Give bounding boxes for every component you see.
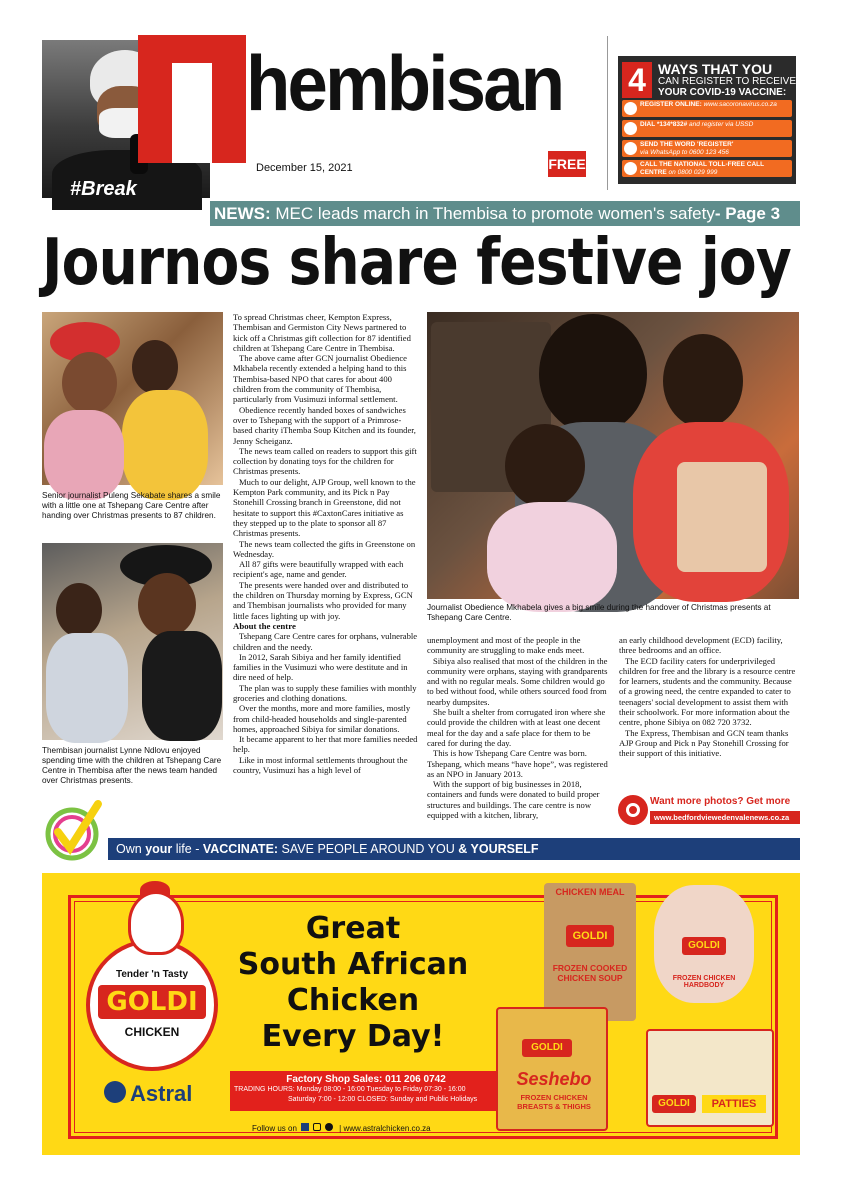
- covid-option-ussd[interactable]: [622, 120, 792, 137]
- article-paragraph: The ECD facility caters for underprivileged children for free and the library is a resource centre for learners, students and the community. Because of a growing need, the centre expanded to cater to teenagers' social development to assist them with their schoolwork. For more information about the centre, phone Sibiya on 082 720 3732.: [619, 655, 796, 728]
- article-paragraph: Much to our delight, AJP Group, well known to the Kempton Park community, and its Pick n Pay Stonehill Crossing branch in Greenstone, did not hesitate to support this #CaxtonCares initiative as they stepped up to the plate to sponsor all 87 Christmas presents.: [233, 476, 416, 539]
- caption-photo-2: Thembisan journalist Lynne Ndlovu enjoyed spending time with the children at Tshepang Care Centre in Thembisa after the news team handed over Christmas presents.: [42, 746, 222, 785]
- covid-option-whatsapp[interactable]: [622, 140, 792, 157]
- grey-shirt-shape: [46, 633, 128, 743]
- call-centre-icon: [624, 162, 637, 175]
- product-label: FROZEN CHICKEN HARDBODY: [672, 975, 736, 989]
- covid-subheading-2: YOUR COVID-19 VACCINE:: [658, 87, 787, 98]
- pink-top-shape: [44, 410, 124, 500]
- child-face-shape: [132, 340, 178, 394]
- article-paragraph: It became apparent to her that more families needed help.: [233, 734, 418, 755]
- article-paragraph: The Express, Thembisan and GCN team thanks AJP Group and Pick n Pay Stonehill Crossing for their support of this initiative.: [619, 727, 789, 759]
- product-brand: GOLDI: [522, 1039, 572, 1057]
- masthead-title[interactable]: hembisan: [246, 39, 563, 127]
- vaccinate-text-4: VACCINATE:: [202, 842, 279, 856]
- gift-box-shape: [677, 462, 767, 572]
- product-label: FROZEN CHICKEN BREASTS & THIGHS: [517, 1093, 591, 1111]
- badge-tagline: Tender 'n Tasty: [115, 969, 189, 980]
- masthead-divider: [607, 36, 608, 190]
- vaccinate-text-6: & YOURSELF: [458, 842, 539, 856]
- instagram-icon[interactable]: [313, 1123, 321, 1131]
- article-paragraph: Sibiya also realised that most of the children in the community were orphans, staying with grandparents and with no regular meals. Some children would go to bed without food, while others sourced food from nearby dumpsites.: [427, 655, 608, 707]
- news-prefix: NEWS:: [214, 204, 271, 223]
- article-subhead: About the centre: [233, 620, 296, 631]
- article-paragraph: Tshepang Care Centre cares for orphans, vulnerable children and the needy.: [233, 631, 418, 652]
- slogan-line: Chicken: [286, 983, 420, 1018]
- article-paragraph: She built a shelter from corrugated iron where she could provide the children with at least one decent meal for the day and a safe place for them to be cared for during the day.: [427, 707, 606, 748]
- covid-option-label: REGISTER ONLINE:: [640, 101, 702, 108]
- covid-option-label: CALL THE NATIONAL TOLL-FREE CALL CENTRE: [640, 161, 764, 176]
- camera-lens-shape: [626, 803, 640, 817]
- goldi-advert[interactable]: [42, 873, 800, 1155]
- face-shape: [138, 573, 196, 637]
- man-face-shape: [539, 314, 647, 434]
- factory-shop-info: [230, 1071, 502, 1111]
- article-paragraph: With the support of big businesses in 2018, containers and funds were donated to build proper structures and buildings. The care centre is now equipped with a kitchen, library,: [427, 779, 600, 821]
- product-label: CHICKEN MEAL: [555, 887, 625, 897]
- covid-number: 4: [622, 62, 652, 98]
- twitter-icon[interactable]: [325, 1123, 333, 1131]
- advert-follow-line: Follow us on | www.astralchicken.co.za: [252, 1124, 431, 1133]
- article-paragraph: The news team collected the gifts in Greenstone on Wednesday.: [233, 538, 416, 559]
- covid-option-callcentre[interactable]: [622, 160, 792, 177]
- badge-chicken: CHICKEN: [124, 1025, 180, 1039]
- badge-brand: GOLDI: [98, 985, 206, 1019]
- vaccinate-checkmark-icon: [42, 798, 106, 862]
- news-teaser-bar[interactable]: [210, 201, 800, 226]
- article-paragraph: The presents were handed over and distributed to the children on Thursday morning by Express, GCN and Thembisan journalists who provided for many little faces lighting up with joy.: [233, 579, 413, 621]
- astral-logo-icon: [104, 1081, 126, 1103]
- advert-slogan: [228, 911, 478, 1055]
- yellow-shirt-shape: [122, 390, 208, 500]
- article-paragraph: This is how Tshepang Care Centre was born. Tshepang, which means “have hope”, was registered as an NPO in January 2013.: [427, 748, 608, 779]
- face-shape: [62, 352, 117, 414]
- news-teaser-text: MEC leads march in Thembisa to promote women's safety: [270, 204, 715, 223]
- article-column-1: [233, 312, 419, 804]
- facebook-icon[interactable]: [301, 1123, 309, 1131]
- covid-subheading: CAN REGISTER TO RECEIVE: [658, 76, 796, 87]
- product-brand: GOLDI: [652, 1095, 696, 1113]
- slogan-line: South African: [237, 947, 469, 982]
- product-soup-pack: [544, 883, 636, 1021]
- product-name: PATTIES: [702, 1095, 766, 1113]
- product-label: FROZEN COOKED CHICKEN SOUP: [552, 963, 628, 983]
- article-column-3: [619, 635, 799, 790]
- article-paragraph: Over the months, more and more families, mostly from child-headed households and single-parented homes, approached Sibiya for similar donations.: [233, 703, 411, 734]
- main-headline: Journos share festive joy: [42, 226, 791, 300]
- caption-photo-1: Senior journalist Puleng Sekabate shares a smile with a little one at Tshepang Care Centre after handing over Christmas presents to 87 children.: [42, 491, 221, 520]
- article-column-2: [427, 635, 609, 821]
- black-dress-shape: [142, 631, 222, 741]
- trading-hours-weekday: TRADING HOURS: Monday 08:00 - 16:00 Tuesday to Friday 07:30 - 16:00: [234, 1086, 466, 1093]
- vaccinate-text-1: Own: [116, 842, 146, 856]
- child-face-shape: [56, 583, 102, 637]
- covid-option-online[interactable]: [622, 100, 792, 117]
- photo-puleng-sekabate: [42, 312, 223, 485]
- slogan-line: Great: [305, 911, 401, 946]
- article-paragraph: To spread Christmas cheer, Kempton Express, Thembisan and Germiston City News partnered to kick off a Christmas gift collection for 87 identified children at Tshepang Care Centre in Thembisa.: [233, 312, 411, 353]
- article-paragraph: Obedience recently handed boxes of sandwiches over to Tshepang with the support of a Primrose-based charity iThemba Soup Kitchen and its founder, Jenny Scheiganz.: [233, 404, 416, 446]
- article-paragraph: The news team called on readers to support this gift collection by donating toys for the children for Christmas presents.: [233, 445, 417, 477]
- covid-option-detail: via WhatsApp to 0600 123 456: [640, 148, 729, 156]
- product-brand: GOLDI: [682, 937, 726, 955]
- free-badge: FREE: [548, 151, 586, 177]
- covid-option-detail: and register via USSD: [689, 121, 754, 128]
- vaccinate-text-5: SAVE PEOPLE AROUND YOU: [278, 842, 459, 856]
- product-whole-chicken: [654, 885, 754, 1003]
- photo-obedience-mkhabela: [427, 312, 799, 599]
- logo-t-stem: [172, 63, 212, 163]
- rooster-icon: [128, 891, 184, 955]
- masthead-photo-text: #Break: [70, 178, 137, 200]
- covid-option-detail: www.sacoronavirus.co.za: [703, 101, 777, 108]
- camera-icon[interactable]: [618, 795, 648, 825]
- astral-logo-text: Astral: [130, 1081, 193, 1106]
- photo-lynne-ndlovu: [42, 543, 223, 740]
- more-photos-title: Want more photos? Get more: [650, 796, 791, 807]
- covid-heading: WAYS THAT YOU: [658, 61, 773, 77]
- whatsapp-icon: [624, 142, 637, 155]
- vaccinate-text-2: your: [145, 842, 173, 856]
- covid-option-detail: on 0800 029 999: [668, 168, 718, 176]
- child-face-shape: [505, 424, 585, 508]
- product-brand: GOLDI: [566, 925, 614, 947]
- article-paragraph: In 2012, Sarah Sibiya and her family identified families in the Vusimuzi who were destitute and in dire need of help.: [233, 651, 408, 683]
- vaccinate-text-3: life -: [172, 842, 203, 856]
- advert-website[interactable]: www.astralchicken.co.za: [343, 1124, 431, 1133]
- vaccinate-banner: [108, 838, 800, 860]
- globe-icon: [624, 102, 637, 115]
- article-paragraph: an early childhood development (ECD) facility, three bedrooms and an office.: [619, 635, 783, 656]
- covid-vaccine-box: [618, 56, 796, 184]
- pink-shirt-shape: [487, 502, 617, 612]
- factory-shop-phone: Factory Shop Sales: 011 206 0742: [286, 1074, 446, 1085]
- article-paragraph: All 87 gifts were beautifully wrapped with each recipient's age, name and gender.: [233, 559, 404, 580]
- article-paragraph: unemployment and most of the people in the community are struggling to make ends meet.: [427, 635, 585, 656]
- more-photos-link[interactable]: www.bedfordviewedenvalenews.co.za: [650, 811, 800, 824]
- goldi-logo-badge: [86, 939, 218, 1071]
- caption-photo-3: Journalist Obedience Mkhabela gives a big smile during the handover of Christmas presents at Tshepang Care Centre.: [427, 603, 771, 622]
- news-page-ref: - Page 3: [714, 204, 781, 223]
- covid-option-label: DIAL *134*832#: [640, 121, 688, 128]
- masthead-logo-t: [138, 35, 246, 163]
- product-seshebo-pack: [496, 1007, 608, 1131]
- issue-date: December 15, 2021: [256, 162, 353, 174]
- product-patties-box: [646, 1029, 774, 1127]
- article-paragraph: The plan was to supply these families with monthly groceries and clothing donations.: [233, 682, 417, 703]
- article-paragraph: Like in most informal settlements throughout the country, Vusimuzi has a high level of: [233, 754, 408, 776]
- product-name: Seshebo: [516, 1069, 592, 1089]
- article-paragraph: The above came after GCN journalist Obedience Mkhabela recently extended a helping hand to this Thembisa-based NPO that cares for about 400 children from the community of Thembisa, particularly from Vusimuzi informal settlement.: [233, 353, 407, 405]
- follow-label: Follow us on: [252, 1124, 297, 1133]
- phone-icon: [624, 122, 637, 135]
- trading-hours-weekend: Saturday 7:00 - 12:00 CLOSED: Sunday and Public Holidays: [288, 1096, 478, 1103]
- covid-option-label: SEND THE WORD 'REGISTER': [640, 141, 734, 148]
- slogan-line: Every Day!: [261, 1019, 445, 1054]
- boy-face-shape: [663, 334, 743, 428]
